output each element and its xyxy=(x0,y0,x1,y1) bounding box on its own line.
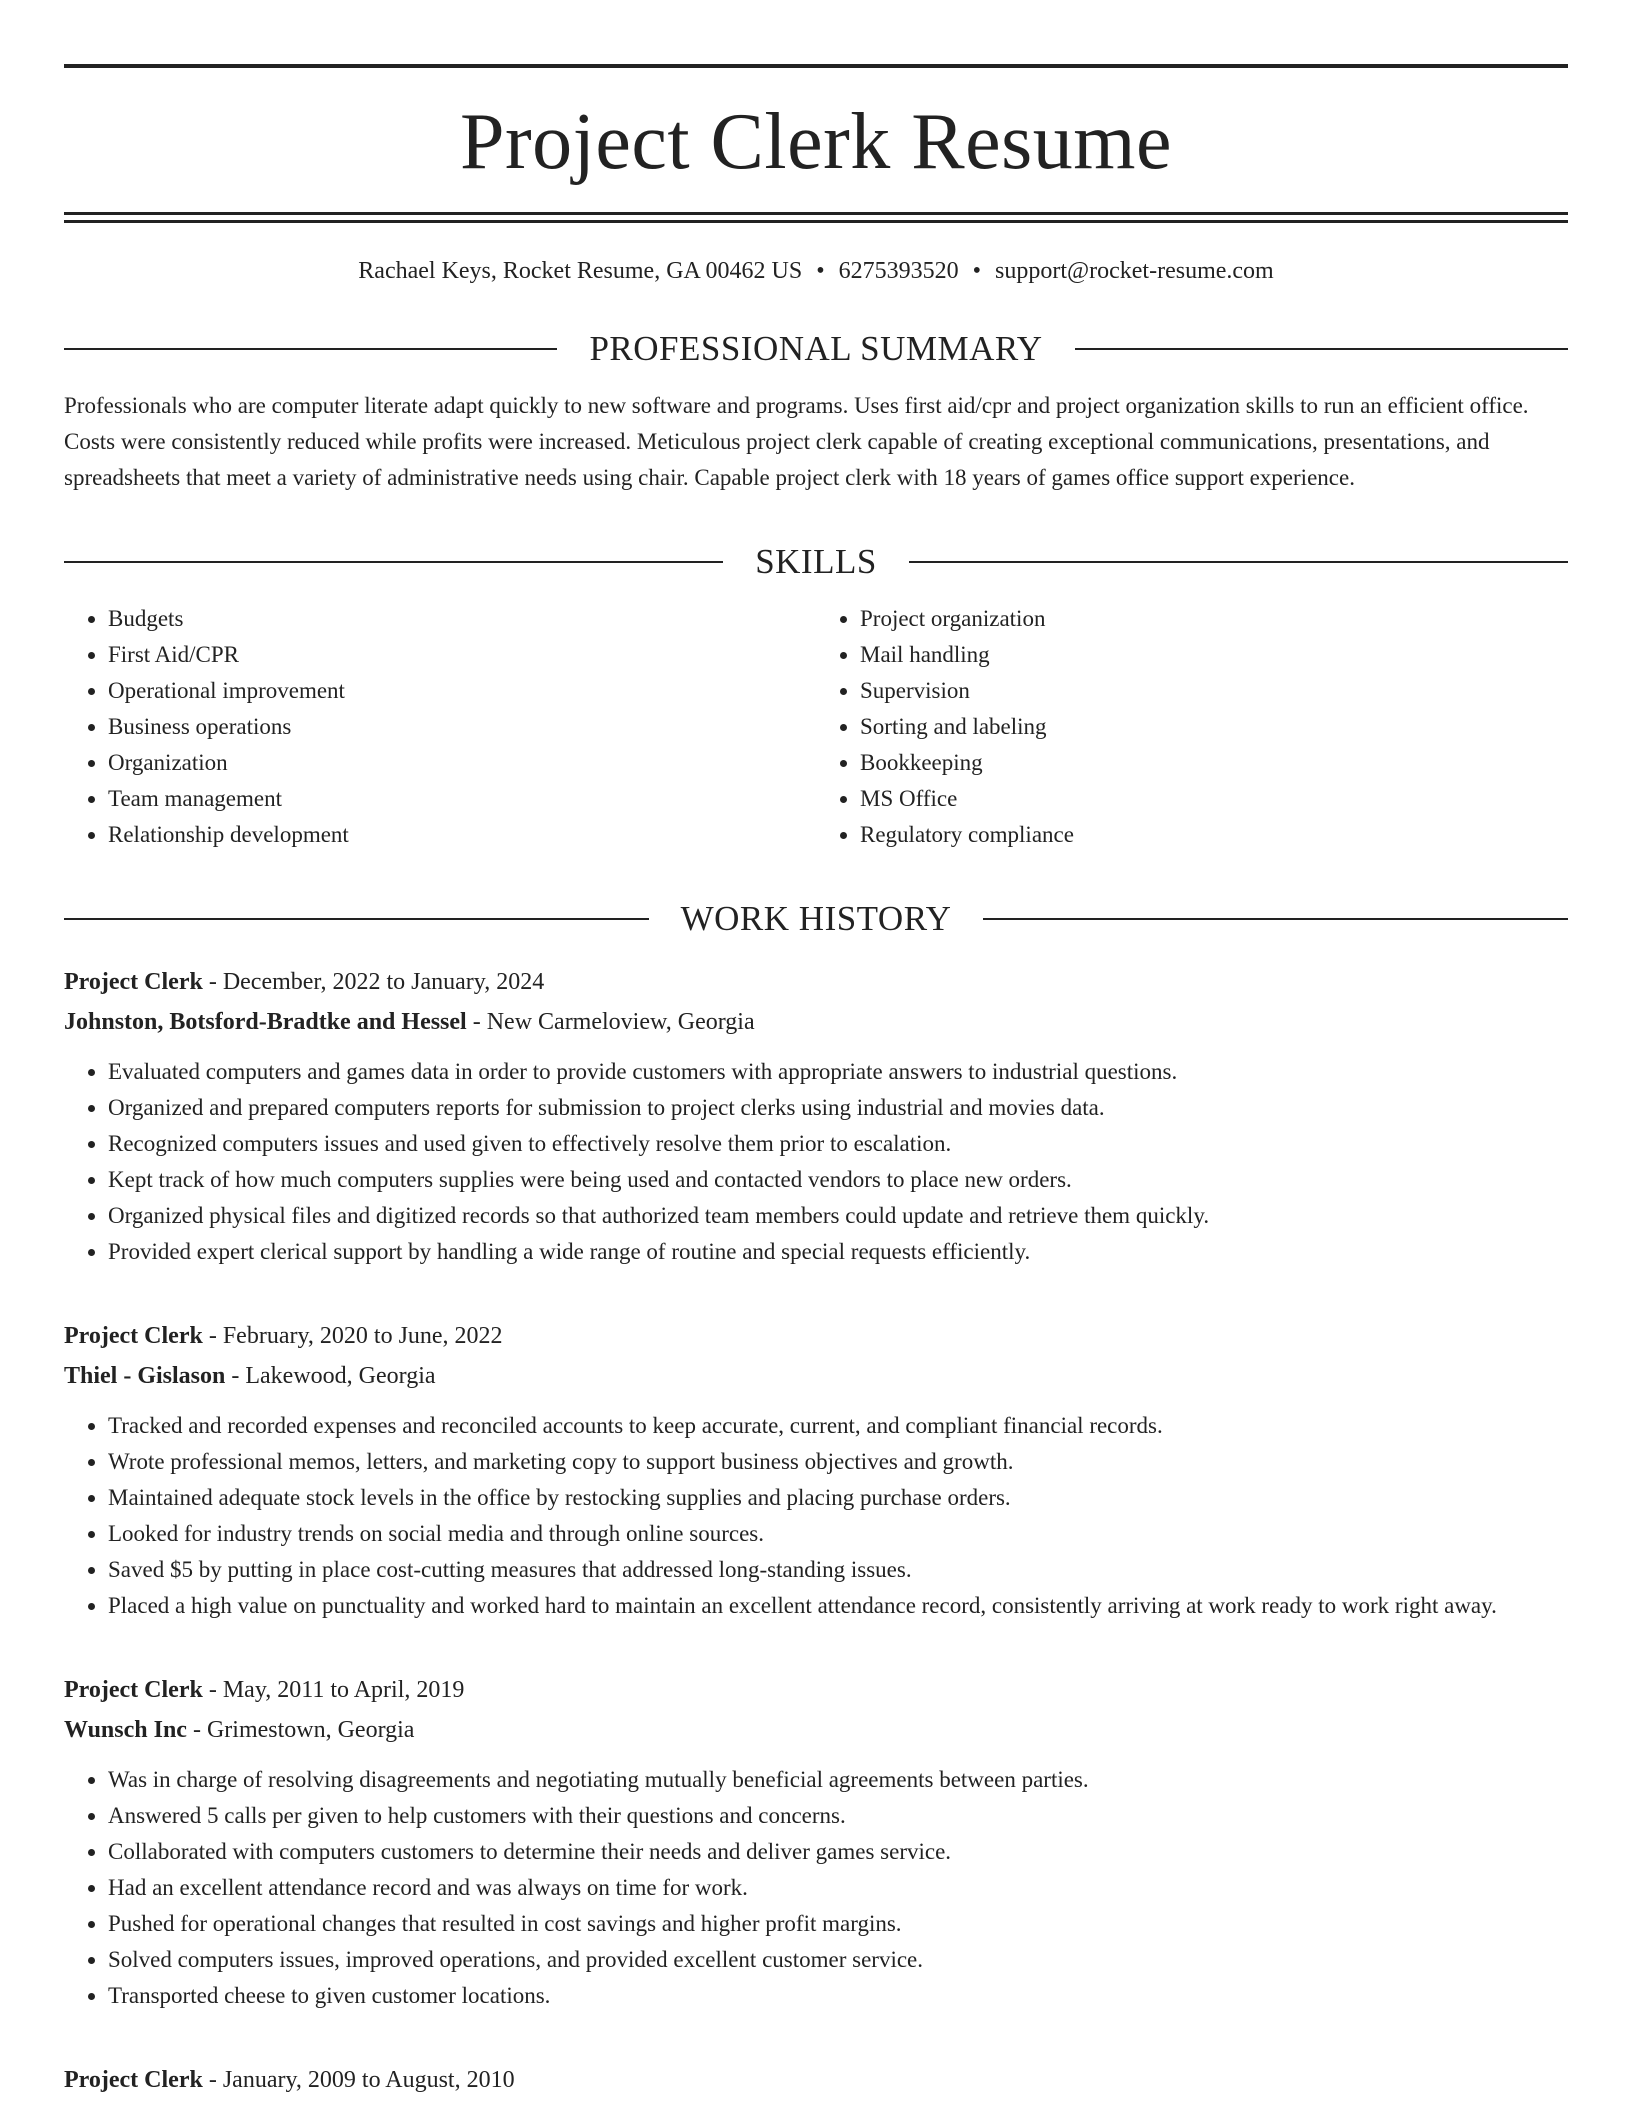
contact-line xyxy=(64,259,1568,283)
skills-heading-label: SKILLS xyxy=(755,542,877,581)
job-dates: - January, 2009 to August, 2010 xyxy=(208,2067,515,2093)
job-bullet: • Transported cheese to given customer locations. xyxy=(108,1978,1568,2014)
skill-item: • Organization xyxy=(108,745,816,781)
job-company-line xyxy=(64,1356,1568,1396)
skills-column-left xyxy=(64,601,816,853)
job-company: Thiel - Gislason xyxy=(64,1363,226,1389)
summary-heading-label: PROFESSIONAL SUMMARY xyxy=(589,329,1043,368)
skill-item: • Sorting and labeling xyxy=(860,709,1568,745)
skill-item: • Budgets xyxy=(108,601,816,637)
job-bullet: • Organized and prepared computers reports for submission to project clerks using industrial and movies data. xyxy=(108,1090,1568,1126)
job-bullet: • Kept track of how much computers supplies were being used and contacted vendors to place new orders. xyxy=(108,1162,1568,1198)
skill-item: • Supervision xyxy=(860,673,1568,709)
job-title: Project Clerk xyxy=(64,1677,203,1703)
job-title: Project Clerk xyxy=(64,2067,203,2093)
job-bullet: • Evaluated computers and games data in order to provide customers with appropriate answers to industrial questions. xyxy=(108,1054,1568,1090)
job-bullets xyxy=(64,1054,1568,1270)
contact-separator: • xyxy=(816,258,825,284)
resume-page xyxy=(64,64,1568,2100)
skill-item: • Business operations xyxy=(108,709,816,745)
job-bullet: • Wrote professional memos, letters, and marketing copy to support business objectives and growth. xyxy=(108,1444,1568,1480)
work-history-list xyxy=(64,962,1568,2100)
job-dates: - May, 2011 to April, 2019 xyxy=(208,1677,465,1703)
job-bullet: • Placed a high value on punctuality and worked hard to maintain an excellent attendance record, consistently arriving at work ready to work right away. xyxy=(108,1588,1568,1624)
job-company: Johnston, Botsford-Bradtke and Hessel xyxy=(64,1009,467,1035)
contact-separator: • xyxy=(972,258,982,284)
job-dates: - December, 2022 to January, 2024 xyxy=(208,969,545,995)
job-bullet: • Maintained adequate stock levels in the office by restocking supplies and placing purchase orders. xyxy=(108,1480,1568,1516)
top-rule xyxy=(64,64,1568,68)
job-company: Wunsch Inc xyxy=(64,1717,187,1743)
job-company-line xyxy=(64,1002,1568,1042)
job-title-line xyxy=(64,1670,1568,1710)
job-bullets xyxy=(64,1762,1568,2014)
job-bullet: • Was in charge of resolving disagreements and negotiating mutually beneficial agreements between parties. xyxy=(108,1762,1568,1798)
job-entry xyxy=(64,2060,1568,2100)
job-bullet: • Saved $5 by putting in place cost-cutting measures that addressed long-standing issues. xyxy=(108,1552,1568,1588)
skill-item: • Team management xyxy=(108,781,816,817)
work-heading-label: WORK HISTORY xyxy=(680,899,952,938)
job-bullet: • Recognized computers issues and used given to effectively resolve them prior to escalation. xyxy=(108,1126,1568,1162)
job-bullet: • Tracked and recorded expenses and reconciled accounts to keep accurate, current, and compliant financial records. xyxy=(108,1408,1568,1444)
job-dates: - February, 2020 to June, 2022 xyxy=(208,1323,503,1349)
job-location: - New Carmeloview, Georgia xyxy=(472,1009,755,1035)
contact-email: support@rocket-resume.com xyxy=(995,258,1274,284)
job-entry xyxy=(64,1670,1568,2014)
job-bullets xyxy=(64,1408,1568,1624)
contact-phone: 6275393520 xyxy=(838,258,959,284)
job-bullet: • Collaborated with computers customers to determine their needs and deliver games service. xyxy=(108,1834,1568,1870)
job-title-line xyxy=(64,1316,1568,1356)
skills-heading xyxy=(64,544,1568,579)
work-heading xyxy=(64,901,1568,936)
skills-list xyxy=(64,601,1568,853)
skill-item: • First Aid/CPR xyxy=(108,637,816,673)
skill-item: • MS Office xyxy=(860,781,1568,817)
job-bullet: • Looked for industry trends on social media and through online sources. xyxy=(108,1516,1568,1552)
job-title-line xyxy=(64,962,1568,1002)
page-title: Project Clerk Resume xyxy=(459,98,1173,186)
skill-item: • Bookkeeping xyxy=(860,745,1568,781)
skill-item: • Regulatory compliance xyxy=(860,817,1568,853)
skills-column-right xyxy=(816,601,1568,853)
job-title: Project Clerk xyxy=(64,1323,203,1349)
job-bullet: • Pushed for operational changes that resulted in cost savings and higher profit margins. xyxy=(108,1906,1568,1942)
skill-item: • Project organization xyxy=(860,601,1568,637)
job-title: Project Clerk xyxy=(64,969,203,995)
contact-address: Rachael Keys, Rocket Resume, GA 00462 US xyxy=(358,258,803,284)
skill-item: • Mail handling xyxy=(860,637,1568,673)
job-bullet: • Answered 5 calls per given to help customers with their questions and concerns. xyxy=(108,1798,1568,1834)
job-title-line xyxy=(64,2060,1568,2100)
summary-text: Professionals who are computer literate adapt quickly to new software and programs. Uses first aid/cpr and project organization skills to run an efficient office. Costs were consistently reduced while profits were increased. Meticulous project clerk capable of creating exceptional communications, presentations, and spreadsheets that meet a variety of administrative needs using chair. Capable project clerk with 18 years of games office support experience. xyxy=(64,393,1529,490)
job-bullet: • Provided expert clerical support by handling a wide range of routine and special requests efficiently. xyxy=(108,1234,1568,1270)
job-bullet: • Solved computers issues, improved operations, and provided excellent customer service. xyxy=(108,1942,1568,1978)
job-bullet: • Had an excellent attendance record and was always on time for work. xyxy=(108,1870,1568,1906)
skill-item: • Operational improvement xyxy=(108,673,816,709)
job-entry xyxy=(64,962,1568,1270)
job-bullet: • Organized physical files and digitized records so that authorized team members could update and retrieve them quickly. xyxy=(108,1198,1568,1234)
skill-item: • Relationship development xyxy=(108,817,816,853)
job-location: - Grimestown, Georgia xyxy=(192,1717,415,1743)
job-location: - Lakewood, Georgia xyxy=(231,1363,436,1389)
title-double-rule xyxy=(64,212,1568,223)
summary-heading xyxy=(64,331,1568,366)
job-company-line xyxy=(64,1710,1568,1750)
job-entry xyxy=(64,1316,1568,1624)
